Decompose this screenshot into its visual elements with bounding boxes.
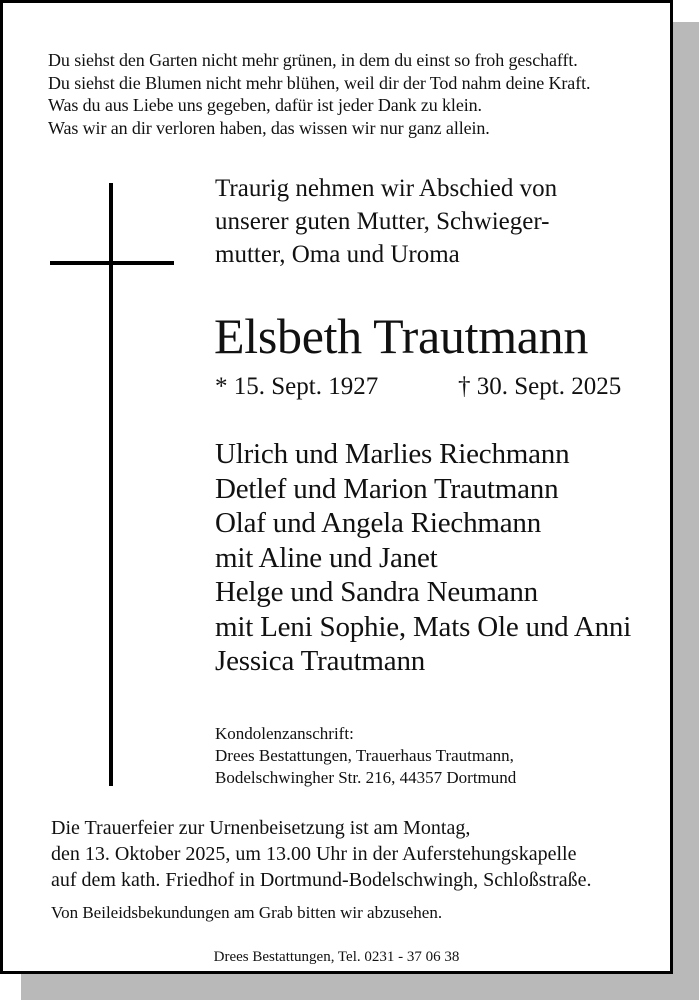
- condolence-address: [215, 723, 635, 789]
- deceased-name: Elsbeth Trautmann: [214, 308, 589, 364]
- intro-line: Traurig nehmen wir Abschied von: [215, 175, 558, 202]
- ceremony-line: auf dem kath. Friedhof in Dortmund-Bodelschwingh, Schloßstraße.: [51, 869, 592, 891]
- death-date: † 30. Sept. 2025: [458, 373, 622, 400]
- family-member: Jessica Trautmann: [215, 645, 426, 677]
- ceremony-line: den 13. Oktober 2025, um 13.00 Uhr in der Auferstehungskapelle: [51, 843, 577, 865]
- verse-line: Du siehst den Garten nicht mehr grünen, in dem du einst so froh geschafft.: [48, 50, 578, 70]
- funeral-home-footer: Drees Bestattungen, Tel. 0231 - 37 06 38: [213, 949, 460, 965]
- birth-date: * 15. Sept. 1927: [215, 373, 379, 400]
- cross-icon-bar: [50, 261, 174, 265]
- cross-icon: [109, 183, 113, 786]
- intro-text: [215, 172, 655, 271]
- verse-line: Was wir an dir verloren haben, das wissen wir nur ganz allein.: [48, 117, 490, 138]
- condolence-line: Kondolenzanschrift:: [215, 724, 354, 743]
- intro-line: unserer guten Mutter, Schwieger-: [215, 208, 550, 235]
- condolence-line: Bodelschwingher Str. 216, 44357 Dortmund: [215, 768, 517, 787]
- ceremony-info: [51, 815, 666, 893]
- family-list: [215, 437, 670, 679]
- condolence-line: Drees Bestattungen, Trauerhaus Trautmann,: [215, 746, 514, 765]
- family-member: mit Aline und Janet: [215, 541, 438, 574]
- verse-line: Was du aus Liebe uns gegeben, dafür ist jeder Dank zu klein.: [48, 95, 482, 115]
- family-member: Ulrich und Marlies Riechmann: [215, 438, 570, 470]
- family-member: Detlef und Marion Trautmann: [215, 472, 559, 505]
- family-member: Olaf und Angela Riechmann: [215, 507, 541, 539]
- memorial-verse: [48, 49, 668, 139]
- verse-line: Du siehst die Blumen nicht mehr blühen, weil dir der Tod nahm deine Kraft.: [48, 72, 591, 93]
- ceremony-line: Die Trauerfeier zur Urnenbeisetzung ist am Montag,: [51, 817, 471, 839]
- family-member: mit Leni Sophie, Mats Ole und Anni: [215, 610, 632, 643]
- intro-line: mutter, Oma und Uroma: [215, 241, 460, 268]
- family-member: Helge und Sandra Neumann: [215, 576, 538, 608]
- condolence-note: Von Beileidsbekundungen am Grab bitten wir abzusehen.: [51, 903, 443, 922]
